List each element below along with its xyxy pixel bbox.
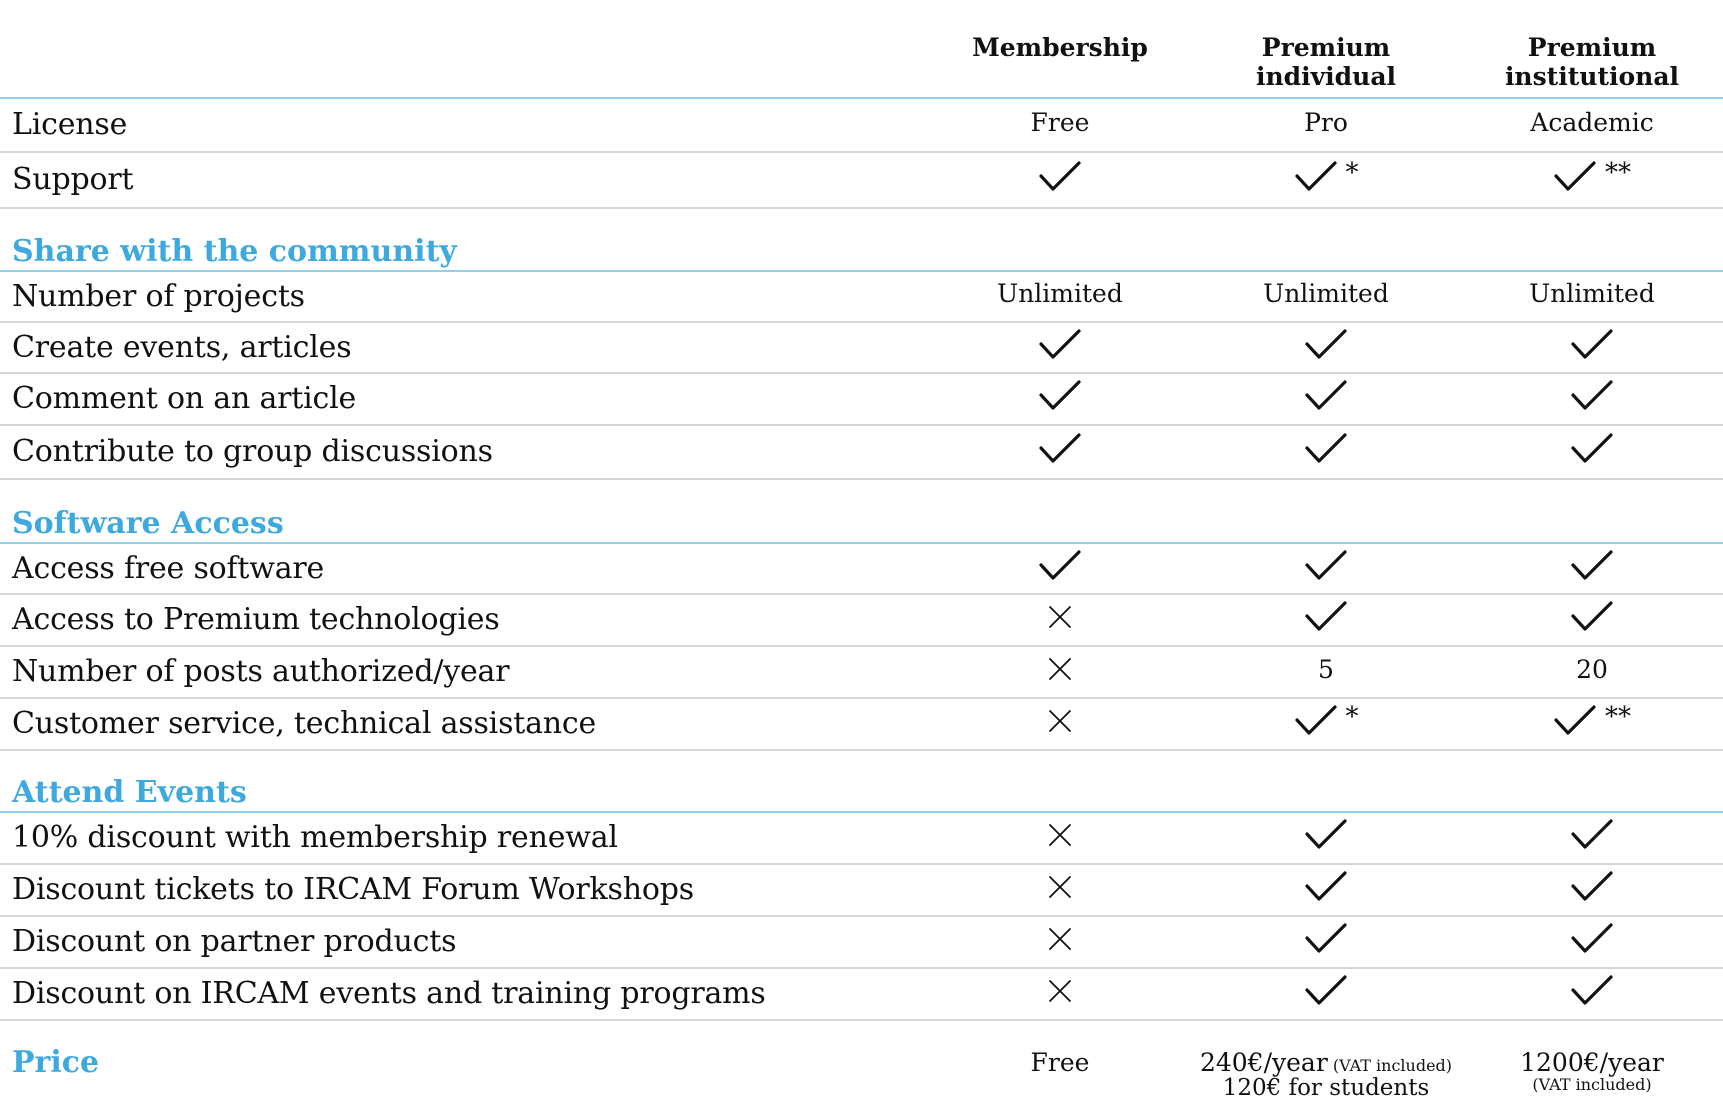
table-cell — [930, 268, 1190, 320]
column-header-line: Premium — [1261, 33, 1391, 62]
table-cell — [1196, 96, 1456, 148]
check-icon — [1038, 431, 1082, 467]
cell-value: Free — [1030, 107, 1090, 137]
cross-icon — [1038, 599, 1082, 635]
column-header-line: Membership — [972, 33, 1148, 62]
table-cell — [1462, 370, 1722, 422]
cross-icon — [1038, 651, 1082, 687]
table-cell — [1196, 151, 1456, 203]
row-divider — [0, 478, 1723, 480]
row-divider — [0, 1019, 1723, 1021]
feature-label: Customer service, technical assistance — [12, 706, 597, 741]
footnote-marker: * — [1345, 702, 1359, 732]
check-icon — [1304, 431, 1348, 467]
feature-label: Discount tickets to IRCAM Forum Workshops — [12, 872, 694, 907]
table-cell — [1196, 861, 1456, 913]
price-line — [1176, 1050, 1476, 1075]
column-header-line: individual — [1255, 62, 1397, 91]
table-cell — [1462, 695, 1722, 747]
section-title: Share with the community — [12, 234, 457, 269]
cell-value: 20 — [1576, 654, 1608, 684]
cell-value: 5 — [1318, 654, 1334, 684]
column-header-premium-institutional — [1452, 33, 1723, 91]
check-icon — [1038, 548, 1082, 584]
table-cell — [1196, 695, 1456, 747]
check-icon — [1570, 548, 1614, 584]
table-cell — [1462, 423, 1722, 475]
cell-value: Unlimited — [997, 279, 1123, 308]
check-icon — [1553, 159, 1597, 195]
table-cell — [1462, 591, 1722, 643]
price-amount: 1200€/year — [1520, 1048, 1664, 1077]
feature-label: Comment on an article — [12, 381, 357, 416]
column-header-premium-individual — [1186, 33, 1466, 91]
check-icon — [1570, 599, 1614, 635]
price-membership: Free — [1030, 1048, 1090, 1077]
check-icon — [1570, 869, 1614, 905]
table-cell — [1196, 319, 1456, 371]
table-cell — [1462, 319, 1722, 371]
check-icon — [1570, 921, 1614, 957]
row-divider — [0, 749, 1723, 751]
table-cell — [1462, 861, 1722, 913]
table-cell — [930, 861, 1190, 913]
table-cell — [930, 591, 1190, 643]
cell-value: Unlimited — [1263, 279, 1389, 308]
table-cell — [1196, 809, 1456, 861]
feature-label: Access to Premium technologies — [12, 602, 500, 637]
check-icon — [1570, 973, 1614, 1009]
check-icon — [1304, 548, 1348, 584]
table-cell — [930, 809, 1190, 861]
price-title: Price — [12, 1045, 100, 1080]
section-title: Software Access — [12, 506, 284, 541]
table-cell — [1196, 370, 1456, 422]
check-icon — [1304, 817, 1348, 853]
cross-icon — [1038, 817, 1082, 853]
check-icon — [1038, 378, 1082, 414]
feature-label: Discount on IRCAM events and training programs — [12, 976, 766, 1011]
table-cell — [1196, 643, 1456, 695]
table-cell — [1462, 151, 1722, 203]
table-cell — [930, 695, 1190, 747]
check-icon — [1570, 817, 1614, 853]
footnote-marker: ** — [1605, 158, 1631, 188]
table-cell — [1196, 591, 1456, 643]
table-cell — [1196, 913, 1456, 965]
check-icon — [1038, 327, 1082, 363]
table-cell — [1196, 423, 1456, 475]
feature-label: Create events, articles — [12, 329, 352, 365]
column-header-line: institutional — [1504, 62, 1680, 91]
vat-note: (VAT included) — [1532, 1075, 1652, 1094]
price-premium-institutional — [1442, 1050, 1723, 1093]
feature-label: 10% discount with membership renewal — [12, 820, 618, 855]
footnote-marker: * — [1345, 158, 1359, 188]
feature-label: Contribute to group discussions — [12, 434, 493, 469]
table-cell — [930, 96, 1190, 148]
feature-label: License — [12, 107, 128, 142]
table-cell — [1462, 540, 1722, 592]
cell-value: Unlimited — [1529, 279, 1655, 308]
table-cell — [930, 540, 1190, 592]
feature-label: Discount on partner products — [12, 924, 457, 959]
cross-icon — [1038, 921, 1082, 957]
check-icon — [1304, 869, 1348, 905]
table-cell — [1462, 965, 1722, 1017]
table-cell — [1196, 540, 1456, 592]
feature-label: Number of posts authorized/year — [12, 654, 510, 689]
vat-note: (VAT included) — [1332, 1056, 1453, 1075]
table-cell — [930, 643, 1190, 695]
row-divider — [0, 207, 1723, 209]
check-icon — [1294, 159, 1338, 195]
table-cell — [930, 370, 1190, 422]
column-header-line: Premium — [1527, 33, 1657, 62]
table-cell — [1462, 268, 1722, 320]
table-cell — [930, 913, 1190, 965]
cross-icon — [1038, 973, 1082, 1009]
table-cell — [1196, 268, 1456, 320]
table-cell — [1462, 643, 1722, 695]
column-header-membership — [920, 33, 1200, 62]
price-amount: 240€/year — [1199, 1048, 1328, 1077]
check-icon — [1570, 378, 1614, 414]
cell-value: Pro — [1304, 107, 1348, 137]
table-cell — [1462, 913, 1722, 965]
feature-label: Access free software — [12, 550, 325, 586]
table-cell — [930, 423, 1190, 475]
cross-icon — [1038, 703, 1082, 739]
feature-label: Support — [12, 162, 134, 197]
table-cell — [1196, 965, 1456, 1017]
check-icon — [1570, 431, 1614, 467]
check-icon — [1570, 327, 1614, 363]
table-cell — [1462, 96, 1722, 148]
table-cell — [930, 965, 1190, 1017]
check-icon — [1553, 703, 1597, 739]
section-title: Attend Events — [12, 775, 247, 810]
feature-label: Number of projects — [12, 278, 305, 314]
table-cell — [1462, 809, 1722, 861]
check-icon — [1294, 703, 1338, 739]
table-cell — [930, 319, 1190, 371]
table-cell — [930, 151, 1190, 203]
check-icon — [1038, 159, 1082, 195]
cross-icon — [1038, 869, 1082, 905]
check-icon — [1304, 973, 1348, 1009]
price-premium-individual — [1176, 1050, 1476, 1100]
check-icon — [1304, 599, 1348, 635]
check-icon — [1304, 921, 1348, 957]
check-icon — [1304, 327, 1348, 363]
check-icon — [1304, 378, 1348, 414]
student-price: 120€ for students — [1222, 1075, 1430, 1101]
cell-value: Academic — [1530, 107, 1654, 137]
footnote-marker: ** — [1605, 702, 1631, 732]
